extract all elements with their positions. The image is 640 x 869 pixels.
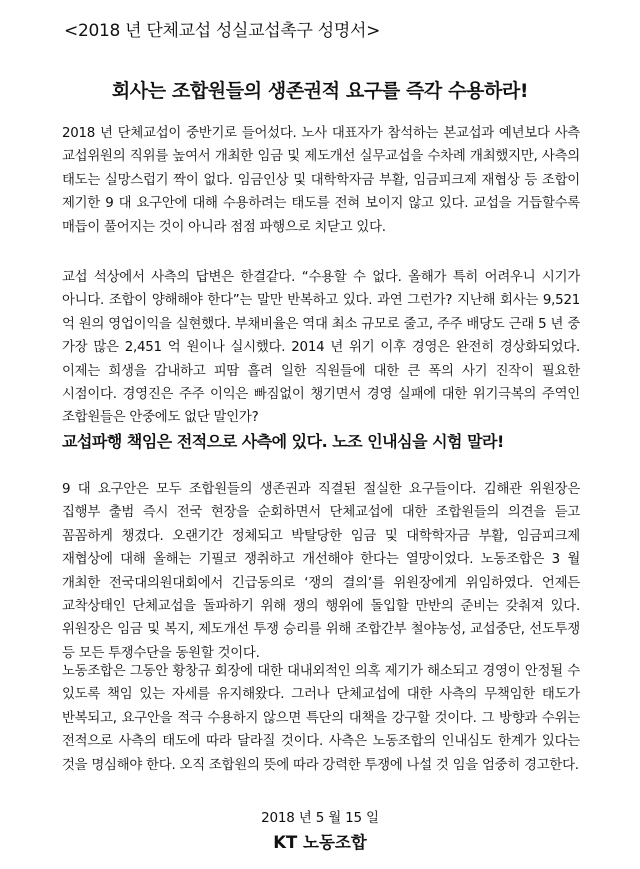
paragraph-4: 노동조합은 그동안 황창규 회장에 대한 대내외적인 의혹 제기가 해소되고 경영이 안정될 수 있도록 책임 있는 자세를 유지해왔다. 그러나 단체교섭에 대한 사측의 무책임한 태도가 반복되고, 요구안을 적극 수용하지 않으면 특단의 대책을 강구할 것이다. 그 방향과 수위는 전적으로 사측의 태도에 따라 달라질 것이다. 사측은 노동조합의 인내심도 한계가 있다는 것을 명심해야 한다. 오직 조합원의 뜻에 따라 강력한 투쟁에 나설 것 임을 엄중히 경고한다.: [62, 664, 580, 773]
paragraph-1: 2018 년 단체교섭이 중반기로 들어섰다. 노사 대표자가 참석하는 본교섭과 예년보다 사측 교섭위원의 직위를 높여서 개최한 임금 및 제도개선 실무교섭을 수차례 개최했지만, 사측의 태도는 실망스럽기 짝이 없다. 임금인상 및 대학학자금 부활, 임금피크제 재협상 등 조합이 제기한 9 대 요구안에 대해 수용하려는 태도를 전혀 보이지 않고 있다. 교섭을 거듭할수록 매듭이 풀어지는 것이 아니라 점점 파행으로 치닫고 있다.: [62, 126, 580, 235]
union-signature: KT 노동조합: [273, 833, 367, 852]
headline: 회사는 조합원들의 생존권적 요구를 즉각 수용하라!: [111, 80, 529, 102]
document-title: <2018 년 단체교섭 성실교섭촉구 성명서>: [64, 21, 381, 41]
paragraph-2: 교섭 석상에서 사측의 답변은 한결같다. “수용할 수 없다. 올해가 특히 어려우니 시기가 아니다. 조합이 양해해야 한다”는 말만 반복하고 있다. 과연 그런가? 지난해 회사는 9,521 억 원의 영업이익을 실현했다. 부채비율은 역대 최소 규모로 줄고, 주주 배당도 근래 5 년 중 가장 많은 2,451 억 원이나 실시했다. 2014 년 위기 이후 경영은 완전히 경상화되었다. 이제는 희생을 감내하고 피땀 흘려 일한 직원들에 대한 큰 폭의 사기 진작이 필요한 시점이다. 경영진은 주주 이익은 빠짐없이 챙기면서 경영 실패에 대한 위기극복의 주역인 조합원들은 안중에도 없단 말인가?: [62, 270, 580, 426]
statement-date: 2018 년 5 월 15 일: [261, 810, 379, 826]
subheadline: 교섭파행 책임은 전적으로 사측에 있다. 노조 인내심을 시험 말라!: [62, 432, 504, 451]
paragraph-3: 9 대 요구안은 모두 조합원들의 생존권과 직결된 절실한 요구들이다. 김해관 위원장은 집행부 출범 즉시 전국 현장을 순회하면서 단체교섭에 대한 조합원들의 의견을 듣고 꼼꼼하게 챙겼다. 오랜기간 정체되고 박탈당한 임금 및 대학학자금 부활, 임금피크제 재협상에 대해 올해는 기필코 쟁취하고 개선해야 한다는 열망이었다. 노동조합은 3 월 개최한 전국대의원대회에서 긴급동의로 ‘쟁의 결의’를 위원장에게 위임하였다. 언제든 교착상태인 단체교섭을 돌파하기 위해 쟁의 행위에 돌입할 만반의 준비는 갖춰져 있다. 위원장은 임금 및 복지, 제도개선 투쟁 승리를 위해 조합간부 철야농성, 교섭중단, 선도투쟁 등 모든 투쟁수단을 동원할 것이다.: [62, 482, 580, 661]
